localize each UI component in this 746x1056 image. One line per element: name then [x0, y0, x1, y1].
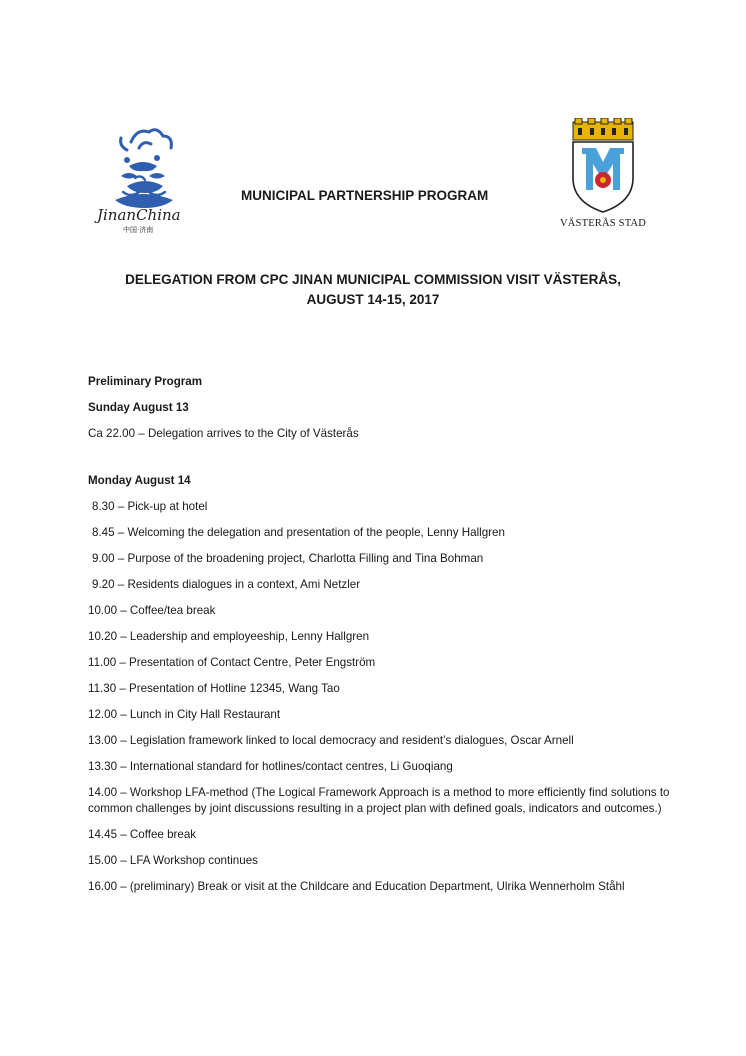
schedule-item: 12.00 – Lunch in City Hall Restaurant	[88, 708, 281, 721]
schedule-item: 16.00 – (preliminary) Break or visit at the Childcare and Education Department, Ulrika Wennerholm Ståhl	[88, 880, 625, 893]
monday-heading: Monday August 14	[88, 474, 191, 487]
schedule-item: 11.30 – Presentation of Hotline 12345, Wang Tao	[88, 682, 340, 695]
delegation-title-line-1: DELEGATION FROM CPC JINAN MUNICIPAL COMMISSION VISIT VÄSTERÅS,	[125, 272, 621, 287]
delegation-title-line-2: AUGUST 14-15, 2017	[306, 292, 440, 307]
program-content	[88, 374, 688, 895]
schedule-item: 15.00 – LFA Workshop continues	[88, 854, 258, 867]
schedule-item: 9.00 – Purpose of the broadening project, Charlotta Filling and Tina Bohman	[92, 552, 484, 565]
jinan-swirl-icon	[83, 120, 205, 238]
schedule-item: 14.00 – Workshop LFA-method (The Logical Framework Approach is a method to more efficiently find solutions to common challenges by joint discussions resulting in a project plan with defined goals, indicators and outcomes.)	[88, 786, 670, 815]
preliminary-program-label: Preliminary Program	[88, 375, 203, 388]
schedule-item: Ca 22.00 – Delegation arrives to the City of Västerås	[88, 427, 359, 440]
schedule-item: 9.20 – Residents dialogues in a context, Ami Netzler	[92, 578, 361, 591]
schedule-item: 13.30 – International standard for hotlines/contact centres, Li Guoqiang	[88, 760, 453, 773]
schedule-item: 13.00 – Legislation framework linked to local democracy and resident’s dialogues, Oscar Arnell	[88, 734, 574, 747]
delegation-title	[60, 270, 686, 310]
vasteras-coat-of-arms	[568, 118, 638, 214]
jinan-china-logo	[83, 120, 205, 238]
vasteras-stad-caption: VÄSTERÅS STAD	[559, 218, 647, 229]
program-title: MUNICIPAL PARTNERSHIP PROGRAM	[241, 188, 489, 203]
schedule-item: 11.00 – Presentation of Contact Centre, Peter Engström	[88, 656, 376, 669]
schedule-item: 14.45 – Coffee break	[88, 828, 197, 841]
schedule-item: 10.00 – Coffee/tea break	[88, 604, 216, 617]
svg-text:中国·济南: 中国·济南	[123, 226, 154, 234]
coat-of-arms-icon	[568, 118, 638, 214]
sunday-heading: Sunday August 13	[88, 401, 189, 414]
schedule-item: 10.20 – Leadership and employeeship, Lenny Hallgren	[88, 630, 370, 643]
schedule-item: 8.45 – Welcoming the delegation and presentation of the people, Lenny Hallgren	[92, 526, 505, 539]
schedule-item: 8.30 – Pick-up at hotel	[92, 500, 208, 513]
svg-text:JinanChina: JinanChina	[97, 206, 181, 224]
